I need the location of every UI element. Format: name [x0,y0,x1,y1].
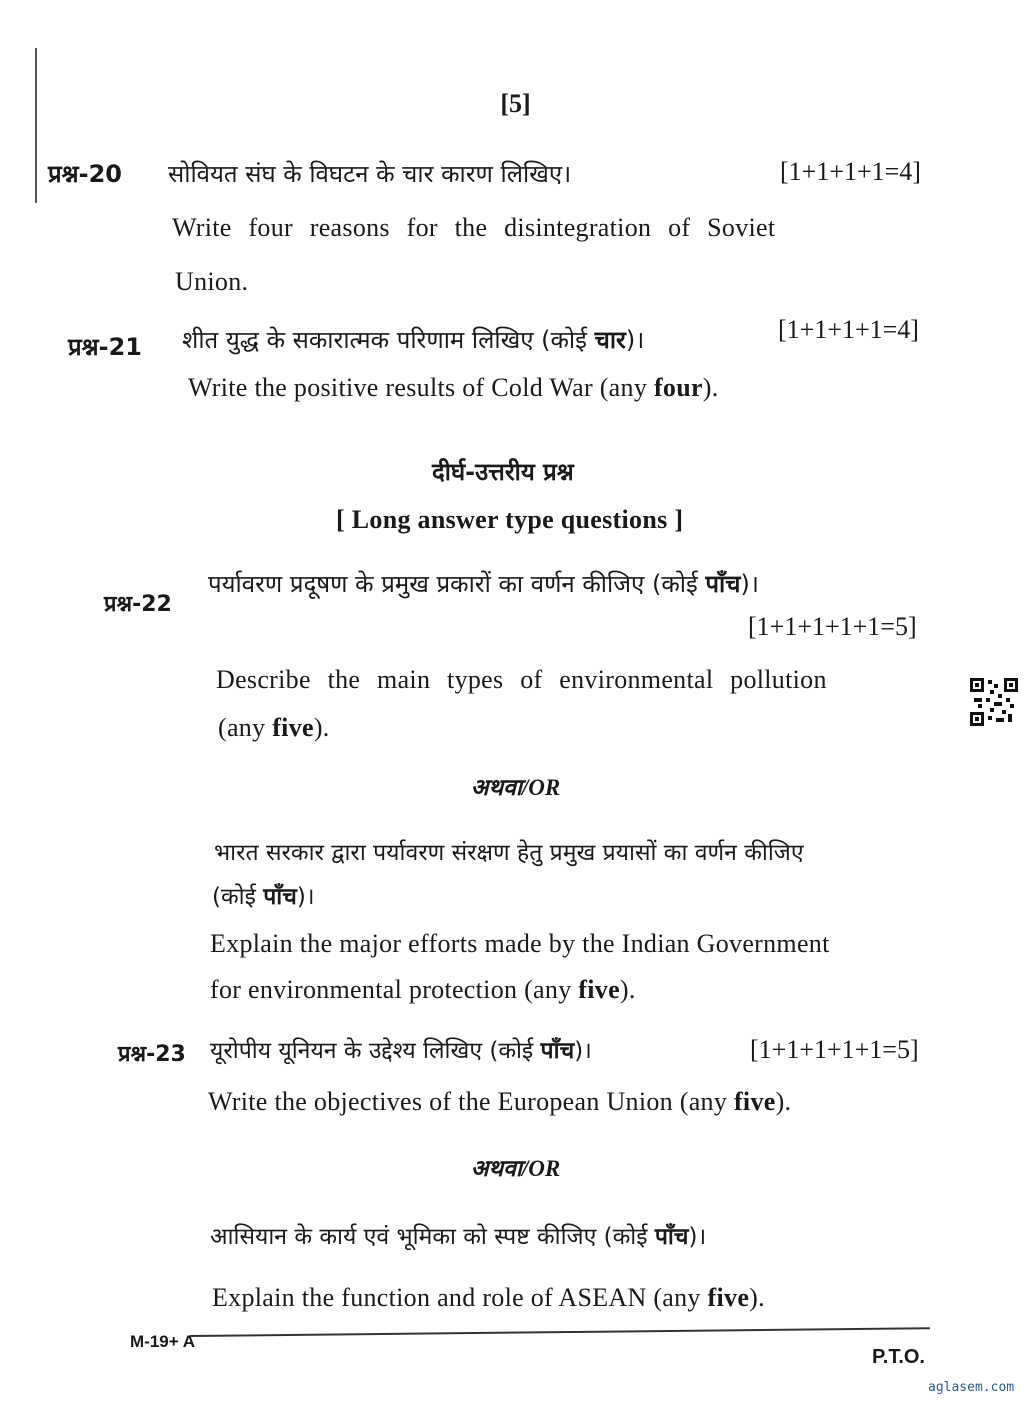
question-22-alt-english-line2: for environmental protection (any five). [210,975,636,1004]
question-20-label: प्रश्न-20 [48,160,122,188]
question-21-hindi: शीत युद्ध के सकारात्मक परिणाम लिखिए (कोई चार)। [182,326,645,354]
question-22-marks: [1+1+1+1+1=5] [748,612,917,641]
question-23-marks: [1+1+1+1+1=5] [750,1035,919,1064]
question-23-alt-hindi: आसियान के कार्य एवं भूमिका को स्पष्ट कीजिए (कोई पाँच)। [210,1224,707,1250]
question-22-alt-hindi-line1: भारत सरकार द्वारा पर्यावरण संरक्षण हेतु प्रमुख प्रयासों का वर्णन कीजिए [214,840,804,866]
section-heading-hindi: दीर्घ-उत्तरीय प्रश्न [432,458,574,486]
question-23-hindi: यूरोपीय यूनियन के उद्देश्य लिखिए (कोई पाँच)। [210,1038,592,1064]
binding-edge-line [35,48,37,203]
question-23-label: प्रश्न-23 [118,1042,186,1067]
question-20-hindi: सोवियत संघ के विघटन के चार कारण लिखिए। [168,160,572,188]
question-22-alt-english-line1: Explain the major efforts made by the Indian Government [210,929,830,958]
pto-label: P.T.O. [872,1346,925,1368]
watermark-text: aglasem.com [928,1380,1015,1395]
question-21-english: Write the positive results of Cold War (any four). [188,373,719,402]
question-22-english-line1: Describe the main types of environmental pollution [216,665,827,694]
question-20-marks: [1+1+1+1=4] [780,157,921,186]
question-23-alt-english: Explain the function and role of ASEAN (any five). [212,1283,765,1312]
question-23-english: Write the objectives of the European Union (any five). [208,1087,792,1116]
paper-code: M-19+ A [130,1332,196,1351]
section-heading-english: [ Long answer type questions ] [336,505,684,534]
or-divider-23: अथवा/OR [470,1156,561,1181]
question-21-marks: [1+1+1+1=4] [778,315,919,344]
question-22-alt-hindi-line2: (कोई पाँच)। [212,884,315,910]
question-20-english-line1: Write four reasons for the disintegration of Soviet [172,213,776,242]
question-22-english-line2: (any five). [218,713,330,742]
question-22-label: प्रश्न-22 [104,592,172,617]
qr-code-icon [970,678,1018,726]
question-20-english-line2: Union. [175,267,249,296]
page-number: [5] [500,89,531,118]
footer-rule [190,1327,930,1337]
question-21-label: प्रश्न-21 [68,333,142,361]
question-22-hindi: पर्यावरण प्रदूषण के प्रमुख प्रकारों का वर्णन कीजिए (कोई पाँच)। [208,570,759,598]
or-divider-22: अथवा/OR [470,775,561,800]
